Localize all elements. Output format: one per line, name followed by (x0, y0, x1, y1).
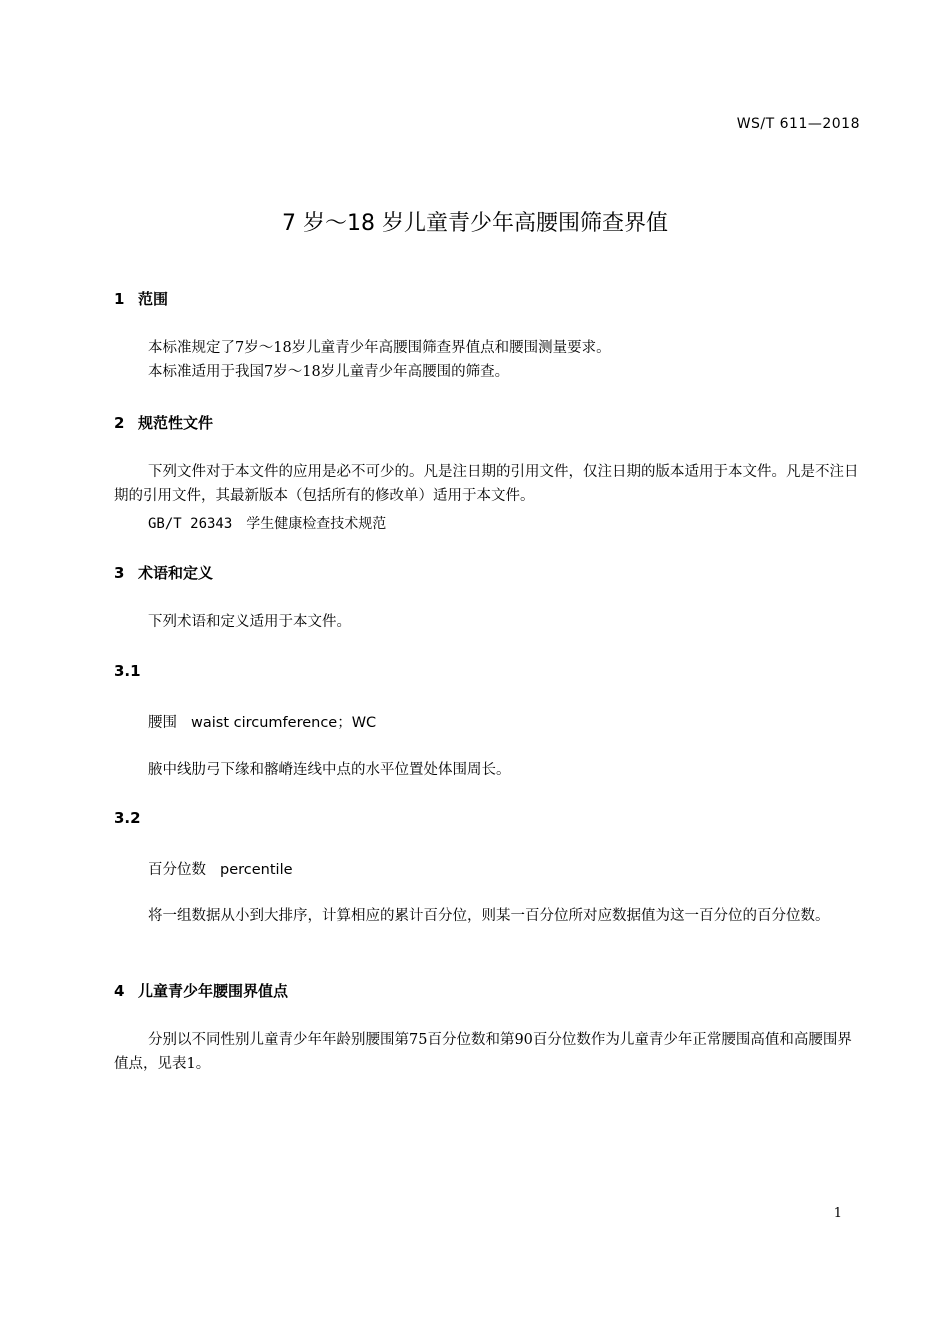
page-number: 1 (833, 1206, 842, 1221)
section-4-paragraph-1: 分别以不同性别儿童青少年年龄别腰围第75百分位数和第90百分位数作为儿童青少年正常腰围高值和高腰围界值点，见表1。 (114, 1032, 852, 1072)
term-3-1 (148, 711, 376, 732)
reference-name: 学生健康检查技术规范 (246, 516, 387, 532)
section-title: 儿童青少年腰围界值点 (138, 982, 289, 1000)
term-chinese: 腰围 (148, 715, 177, 731)
subsection-3-1-number: 3.1 (114, 662, 141, 680)
section-title: 术语和定义 (138, 564, 214, 582)
section-number: 4 (114, 982, 125, 1000)
section-number: 2 (114, 414, 125, 432)
subsection-3-2-number: 3.2 (114, 809, 141, 827)
reference-code: GB/T 26343 (148, 516, 233, 532)
term-3-1-definition: 腋中线肋弓下缘和髂嵴连线中点的水平位置处体围周长。 (148, 762, 511, 778)
section-number: 1 (114, 290, 125, 308)
term-3-2 (148, 858, 293, 879)
section-1-heading (114, 288, 168, 309)
section-2-paragraph-1: 下列文件对于本文件的应用是必不可少的。凡是注日期的引用文件，仅注日期的版本适用于本文件。凡是不注日期的引用文件，其最新版本（包括所有的修改单）适用于本文件。 (114, 464, 859, 504)
section-number: 3 (114, 564, 125, 582)
section-title: 范围 (138, 290, 169, 308)
section-1-paragraph-2: 本标准适用于我国7岁～18岁儿童青少年高腰围的筛查。 (148, 364, 510, 380)
term-chinese: 百分位数 (148, 862, 206, 878)
term-3-2-definition: 将一组数据从小到大排序，计算相应的累计百分位，则某一百分位所对应数据值为这一百分位的百分位数。 (148, 908, 830, 924)
section-3-paragraph-1: 下列术语和定义适用于本文件。 (148, 614, 351, 630)
section-title: 规范性文件 (138, 414, 214, 432)
term-english: percentile (220, 862, 293, 878)
section-2-heading (114, 412, 213, 433)
section-1-paragraph-1: 本标准规定了7岁～18岁儿童青少年高腰围筛查界值点和腰围测量要求。 (148, 340, 611, 356)
document-code: WS/T 611—2018 (736, 116, 860, 132)
normative-reference (148, 513, 386, 533)
section-3-heading (114, 562, 213, 583)
term-english: waist circumference；WC (191, 715, 377, 731)
document-title: 7 岁～18 岁儿童青少年高腰围筛查界值 (282, 211, 668, 236)
section-4-heading (114, 980, 288, 1001)
